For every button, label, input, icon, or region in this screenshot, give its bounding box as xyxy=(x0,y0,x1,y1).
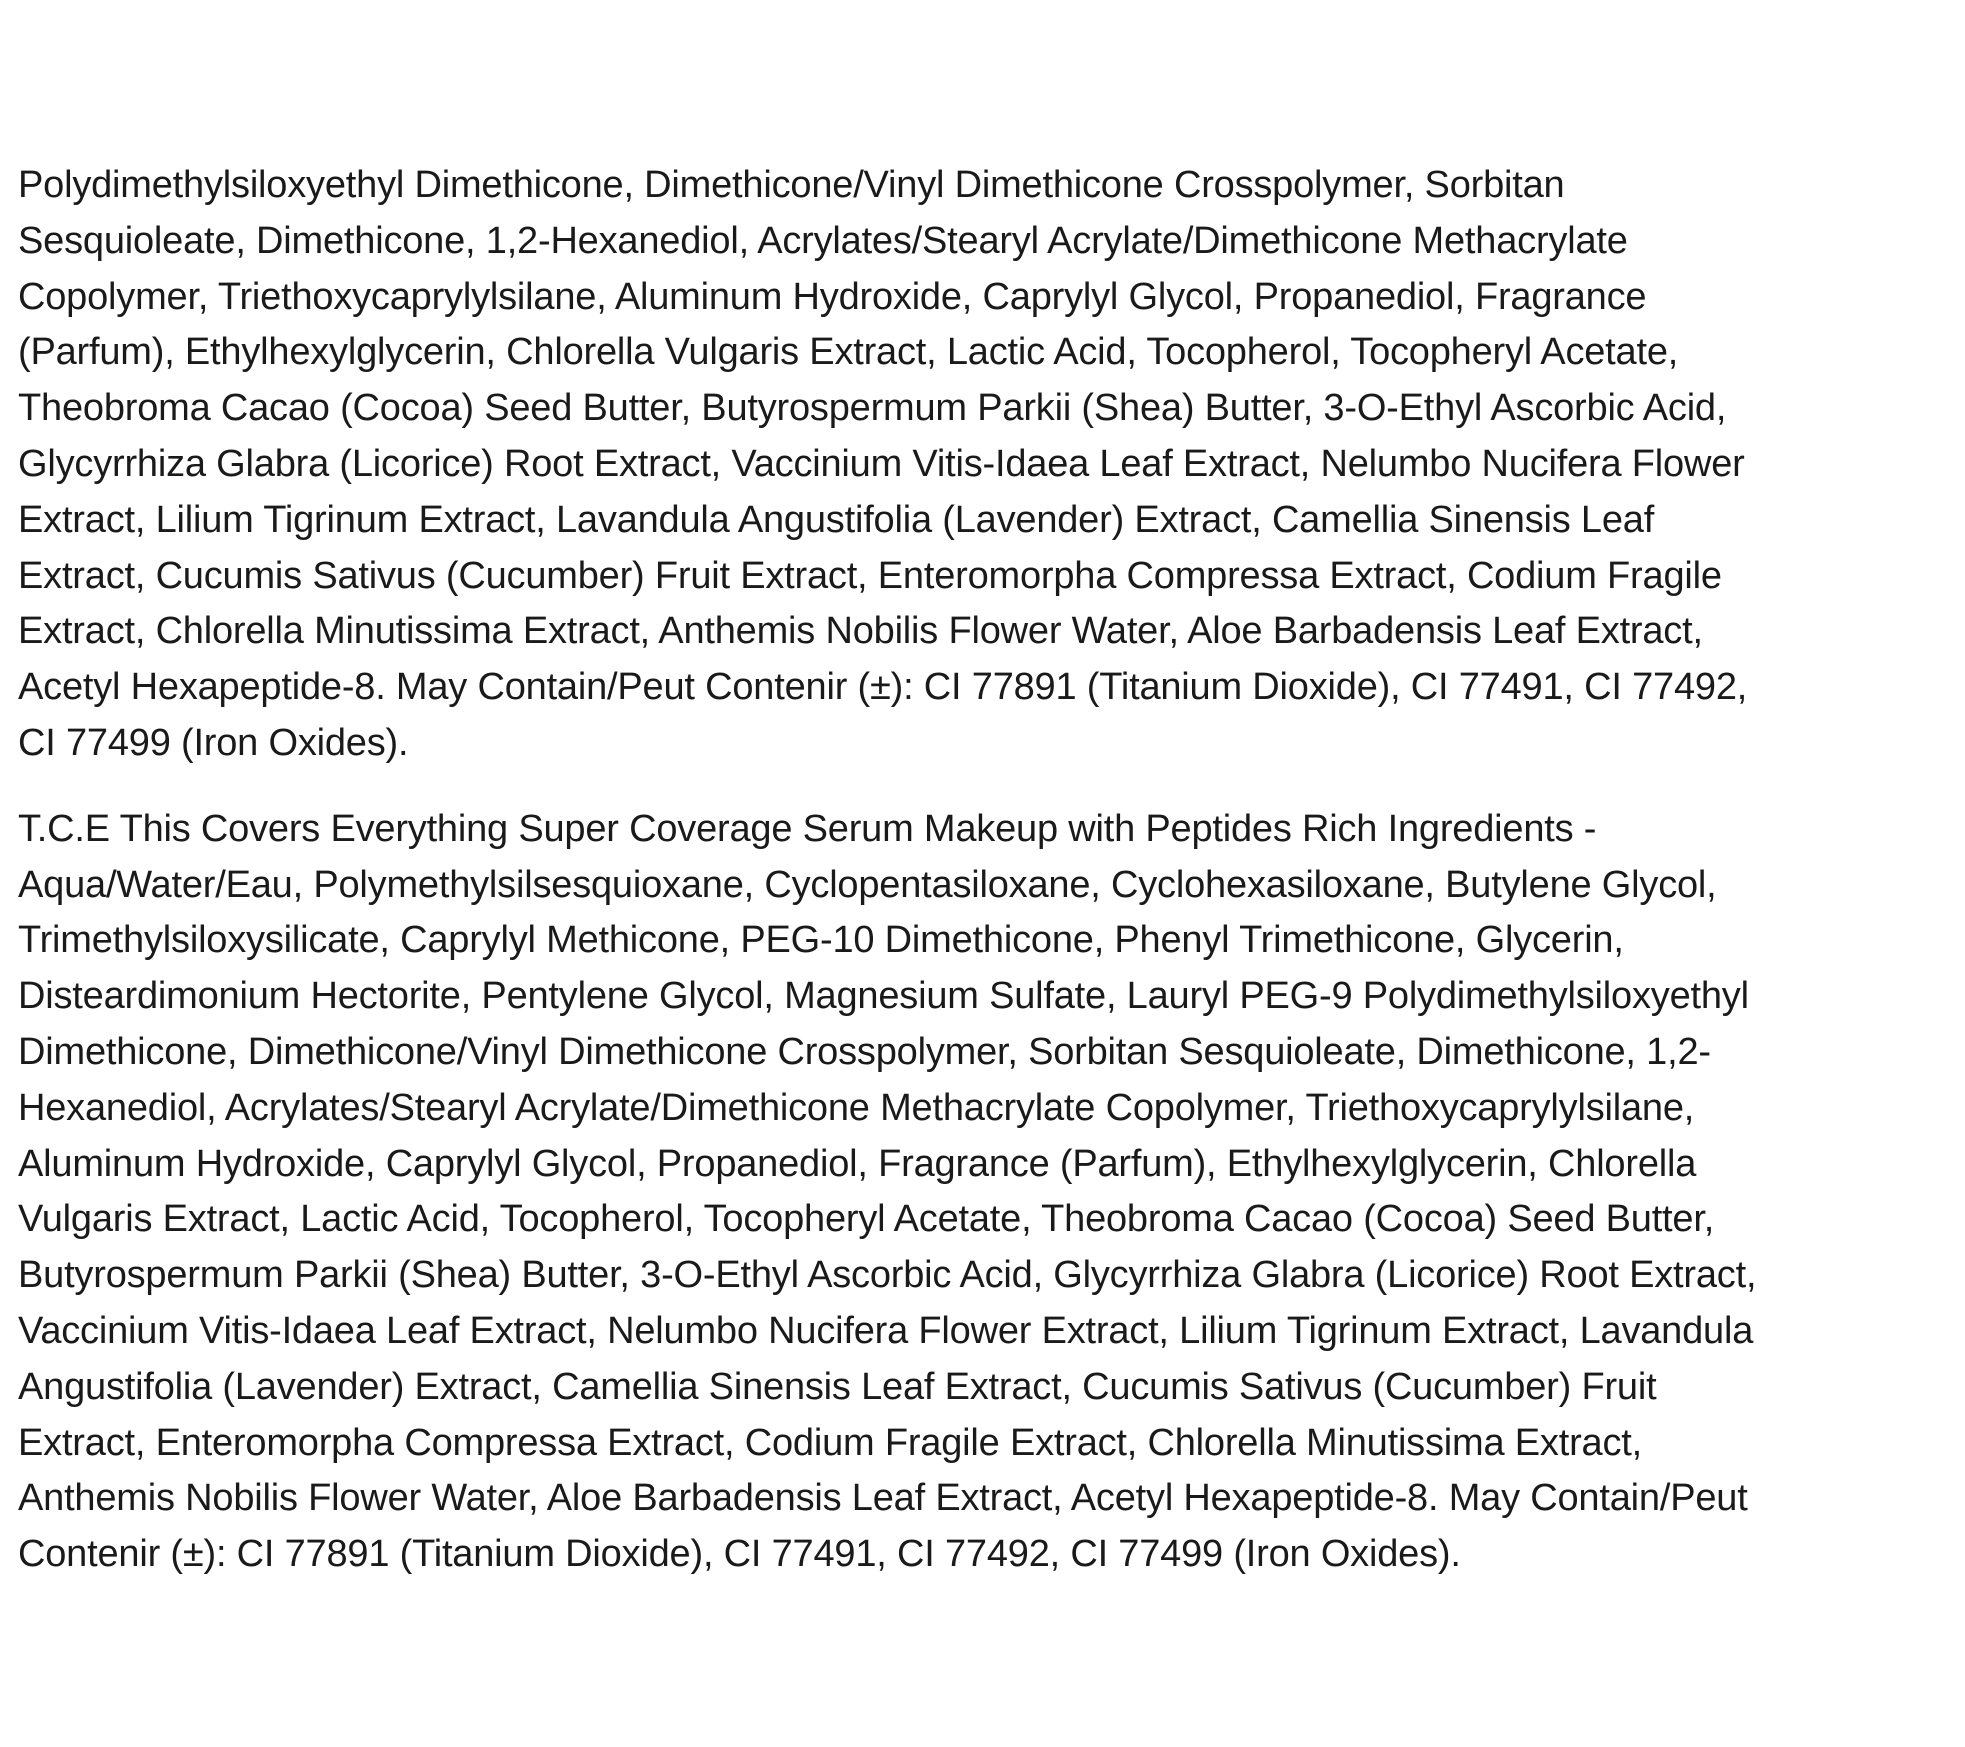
text-line: Extract, Lilium Tigrinum Extract, Lavandula Angustifolia (Lavender) Extract, Camellia Sinensis Leaf xyxy=(18,498,1655,541)
text-line: Vaccinium Vitis-Idaea Leaf Extract, Nelumbo Nucifera Flower Extract, Lilium Tigrinum Extract, Lavandula xyxy=(18,1309,1754,1352)
text-line: T.C.E This Covers Everything Super Coverage Serum Makeup with Peptides Rich Ingredients - xyxy=(18,807,1597,850)
text-line: Anthemis Nobilis Flower Water, Aloe Barbadensis Leaf Extract, Acetyl Hexapeptide-8. May Contain/Peut xyxy=(18,1477,1748,1520)
text-line: Vulgaris Extract, Lactic Acid, Tocopherol, Tocopheryl Acetate, Theobroma Cacao (Cocoa) Seed Butter, xyxy=(18,1198,1715,1241)
text-line: Polydimethylsiloxyethyl Dimethicone, Dimethicone/Vinyl Dimethicone Crosspolymer, Sorbitan xyxy=(18,164,1565,206)
text-line: Extract, Chlorella Minutissima Extract, Anthemis Nobilis Flower Water, Aloe Barbadensis Leaf Extract, xyxy=(18,610,1703,653)
ingredients-paragraph-2 xyxy=(18,802,1958,1583)
ingredients-paragraph-1 xyxy=(18,158,1958,772)
text-line: Aqua/Water/Eau, Polymethylsilsesquioxane, Cyclopentasiloxane, Cyclohexasiloxane, Butylene Glycol, xyxy=(18,863,1717,906)
text-line: Dimethicone, Dimethicone/Vinyl Dimethicone Crosspolymer, Sorbitan Sesquioleate, Dimethicone, 1,2- xyxy=(18,1030,1711,1073)
text-line: Sesquioleate, Dimethicone, 1,2-Hexanediol, Acrylates/Stearyl Acrylate/Dimethicone Methacrylate xyxy=(18,219,1628,262)
text-line: Extract, Cucumis Sativus (Cucumber) Fruit Extract, Enteromorpha Compressa Extract, Codium Fragile xyxy=(18,554,1722,597)
text-line: CI 77499 (Iron Oxides). xyxy=(18,721,409,764)
text-line: Aluminum Hydroxide, Caprylyl Glycol, Propanediol, Fragrance (Parfum), Ethylhexylglycerin, Chlorella xyxy=(18,1142,1697,1185)
paragraph-spacer xyxy=(18,772,1958,802)
text-line: Copolymer, Triethoxycaprylylsilane, Aluminum Hydroxide, Caprylyl Glycol, Propanediol, Fragrance xyxy=(18,275,1647,318)
text-line: Angustifolia (Lavender) Extract, Camellia Sinensis Leaf Extract, Cucumis Sativus (Cucumber) Fruit xyxy=(18,1365,1657,1408)
text-line: Extract, Enteromorpha Compressa Extract, Codium Fragile Extract, Chlorella Minutissima Extract, xyxy=(18,1421,1642,1464)
text-line: (Parfum), Ethylhexylglycerin, Chlorella Vulgaris Extract, Lactic Acid, Tocopherol, Tocopheryl Acetate, xyxy=(18,331,1679,374)
ingredients-document xyxy=(18,158,1958,1583)
text-line: Trimethylsiloxysilicate, Caprylyl Methicone, PEG-10 Dimethicone, Phenyl Trimethicone, Glycerin, xyxy=(18,919,1624,962)
text-line: Hexanediol, Acrylates/Stearyl Acrylate/Dimethicone Methacrylate Copolymer, Triethoxycaprylylsilane, xyxy=(18,1086,1695,1129)
text-line: Glycyrrhiza Glabra (Licorice) Root Extract, Vaccinium Vitis-Idaea Leaf Extract, Nelumbo Nucifera Flower xyxy=(18,442,1745,485)
text-line: Contenir (±): CI 77891 (Titanium Dioxide), CI 77491, CI 77492, CI 77499 (Iron Oxides). xyxy=(18,1533,1461,1576)
text-line: Acetyl Hexapeptide-8. May Contain/Peut Contenir (±): CI 77891 (Titanium Dioxide), CI 77491, CI 77492, xyxy=(18,666,1748,709)
text-line: Theobroma Cacao (Cocoa) Seed Butter, Butyrospermum Parkii (Shea) Butter, 3-O-Ethyl Ascorbic Acid, xyxy=(18,387,1727,430)
text-line: Butyrospermum Parkii (Shea) Butter, 3-O-Ethyl Ascorbic Acid, Glycyrrhiza Glabra (Licorice) Root Extract, xyxy=(18,1254,1757,1297)
text-line: Disteardimonium Hectorite, Pentylene Glycol, Magnesium Sulfate, Lauryl PEG-9 Polydimethylsiloxyethyl xyxy=(18,975,1749,1018)
